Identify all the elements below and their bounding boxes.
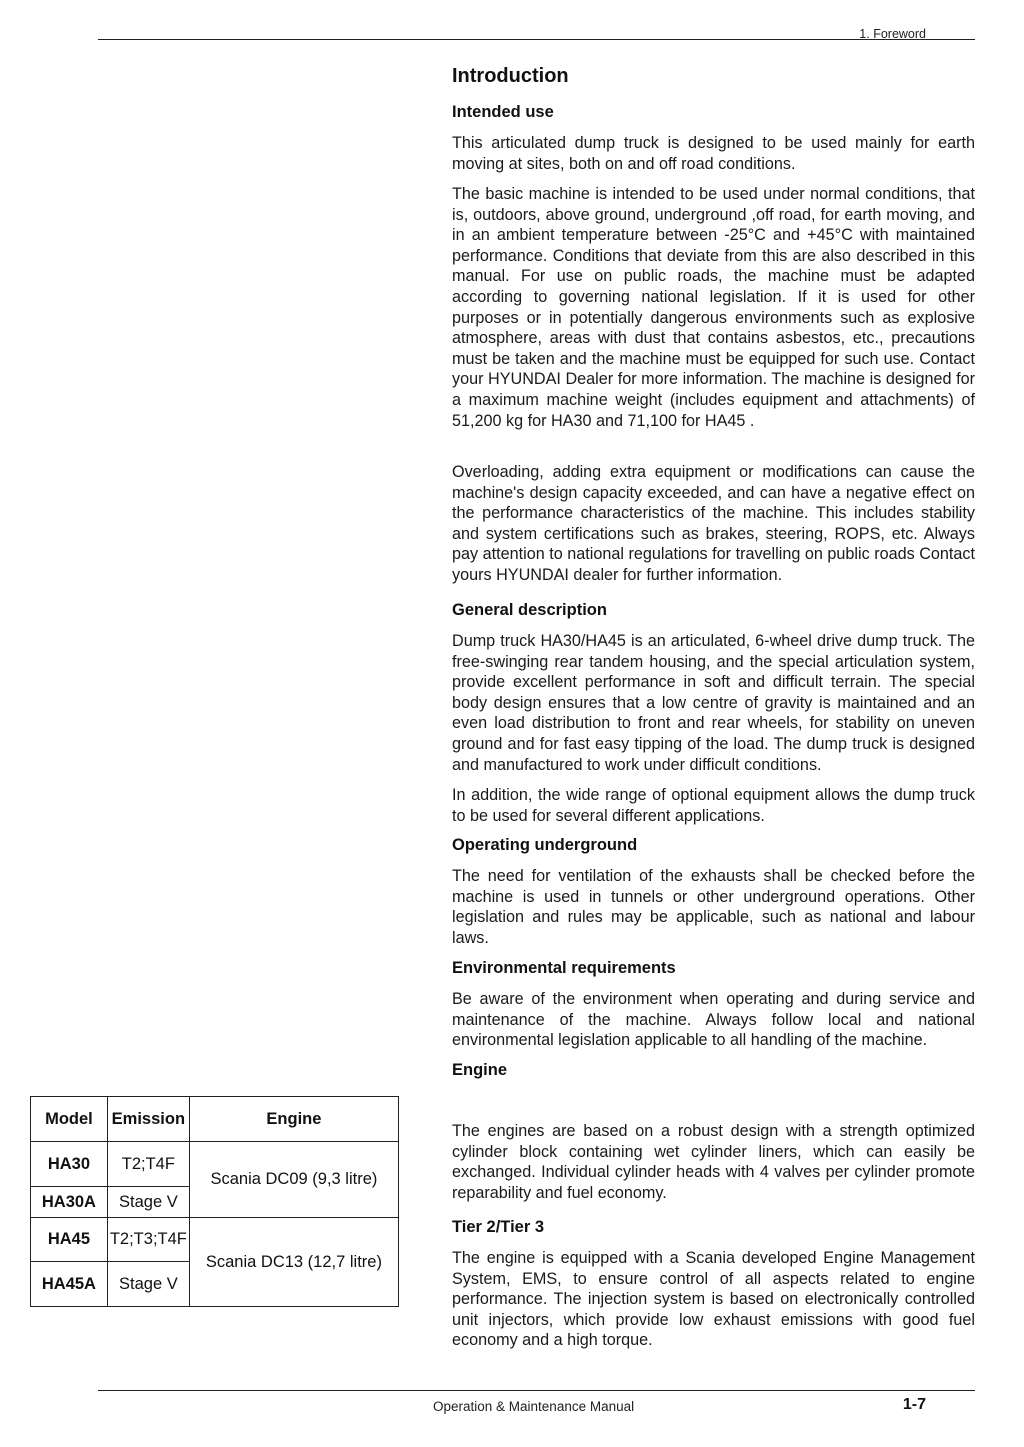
- table-cell-emission: T2;T4F: [107, 1142, 189, 1187]
- table-cell-emission: T2;T3;T4F: [107, 1218, 189, 1262]
- tier-heading-block: [452, 1216, 975, 1238]
- operating-underground-heading-block: [452, 834, 975, 856]
- table-row: [31, 1218, 399, 1262]
- page-number: 1-7: [902, 1396, 926, 1413]
- general-description-paragraph-2: In addition, the wide range of optional equipment allows the dump truck to be used for several different applications.: [452, 786, 975, 825]
- tier-p1-block: [452, 1248, 975, 1351]
- environmental-paragraph: Be aware of the environment when operating and during service and maintenance of the machine. Always follow local and national environmental legislation applicable to all handling of the machine.: [452, 990, 975, 1050]
- section-header: 1. Foreword: [859, 27, 926, 41]
- intended-use-p1-block: [452, 133, 975, 174]
- engine-p1-block: [452, 1121, 975, 1203]
- operating-underground-paragraph: The need for ventilation of the exhausts shall be checked before the machine is used in tunnels or other underground operations. Other legislation and rules may be applicable, such as national and labour laws.: [452, 867, 975, 947]
- tier-paragraph: The engine is equipped with a Scania developed Engine Management System, EMS, to ensure control of all aspects related to engine performance. The injection system is based on electronically controlled unit injectors, which provide low exhaust emissions with good fuel economy and a high torque.: [452, 1249, 975, 1350]
- table-cell-emission: Stage V: [107, 1262, 189, 1307]
- table-row: [31, 1142, 399, 1187]
- footer-rule: [98, 1390, 975, 1391]
- table-cell-emission: Stage V: [107, 1187, 189, 1218]
- engine-paragraph: The engines are based on a robust design with a strength optimized cylinder block containing wet cylinder liners, which can easily be exchanged. Individual cylinder heads with 4 valves per cylinder promote reparability and fuel economy.: [452, 1122, 975, 1202]
- operating-underground-p1-block: [452, 866, 975, 948]
- table-cell-model: HA45A: [31, 1262, 108, 1307]
- intended-use-paragraph-1: This articulated dump truck is designed to be used mainly for earth moving at sites, both on and off road conditions.: [452, 134, 975, 173]
- intended-use-paragraph-3: Overloading, adding extra equipment or modifications can cause the machine's design capacity exceeded, and can have a negative effect on the performance characteristics of the machine. This includes stability and system certifications such as brakes, steering, ROPS, etc. Always pay attention to national regulations for travelling on public roads Contact yours HYUNDAI dealer for further information.: [452, 463, 975, 584]
- intended-use-heading-block: [452, 101, 975, 123]
- general-description-heading-block: [452, 599, 975, 621]
- general-description-p1-block: [452, 631, 975, 775]
- general-description-paragraph-1: Dump truck HA30/HA45 is an articulated, 6-wheel drive dump truck. The free-swinging rear tandem housing, and the special articulation system, provide excellent performance in soft and difficult terrain. The special body design ensures that a low centre of gravity is maintained and an even load distribution to front and rear wheels, for stability on uneven ground and for fast easy tipping of the load. The dump truck is designed and manufactured to work under difficult conditions.: [452, 632, 975, 774]
- intended-use-paragraph-2: The basic machine is intended to be used under normal conditions, that is, outdoors, above ground, underground ,off road, for earth moving, and in an ambient temperature between -25°C and +45°C with maintained performance. Conditions that deviate from this are also described in this manual. For use on public roads, the machine must be adapted according to governing national legislation. If it is used for other purposes or in potentially dangerous environments such as explosive atmosphere, areas with dust that contains asbestos, etc., precautions must be taken and the machine must be equipped for such use. Contact your HYUNDAI Dealer for more information. The machine is designed for a maximum machine weight (includes equipment and attachments) of 51,200 kg for HA30 and 71,100 for HA45 .: [452, 185, 975, 430]
- table-cell-model: HA30: [31, 1142, 108, 1187]
- environmental-heading-block: [452, 957, 975, 979]
- footer-manual-title: Operation & Maintenance Manual: [433, 1399, 635, 1414]
- environmental-heading: Environmental requirements: [452, 959, 676, 977]
- engine-heading: Engine: [452, 1061, 508, 1079]
- table-cell-model: HA30A: [31, 1187, 108, 1218]
- engine-table: [30, 1096, 399, 1307]
- table-header-row: [31, 1097, 399, 1142]
- general-description-p2-block: [452, 785, 975, 826]
- table-header-engine: Engine: [189, 1097, 398, 1142]
- table-header-emission: Emission: [107, 1097, 189, 1142]
- engine-heading-block: [452, 1059, 975, 1081]
- table-cell-engine: Scania DC09 (9,3 litre): [189, 1142, 398, 1218]
- table-cell-engine: Scania DC13 (12,7 litre): [189, 1218, 398, 1307]
- intended-use-p2-block: [452, 184, 975, 431]
- general-description-heading: General description: [452, 601, 607, 619]
- page-title: Introduction: [452, 65, 569, 87]
- operating-underground-heading: Operating underground: [452, 836, 638, 854]
- intended-use-heading: Intended use: [452, 103, 554, 121]
- tier-heading: Tier 2/Tier 3: [452, 1218, 545, 1236]
- page-title-block: [452, 63, 975, 89]
- intended-use-p3-block: [452, 462, 975, 586]
- header-rule: [98, 39, 975, 40]
- table-header-model: Model: [31, 1097, 108, 1142]
- table-cell-model: HA45: [31, 1218, 108, 1262]
- environmental-p1-block: [452, 989, 975, 1051]
